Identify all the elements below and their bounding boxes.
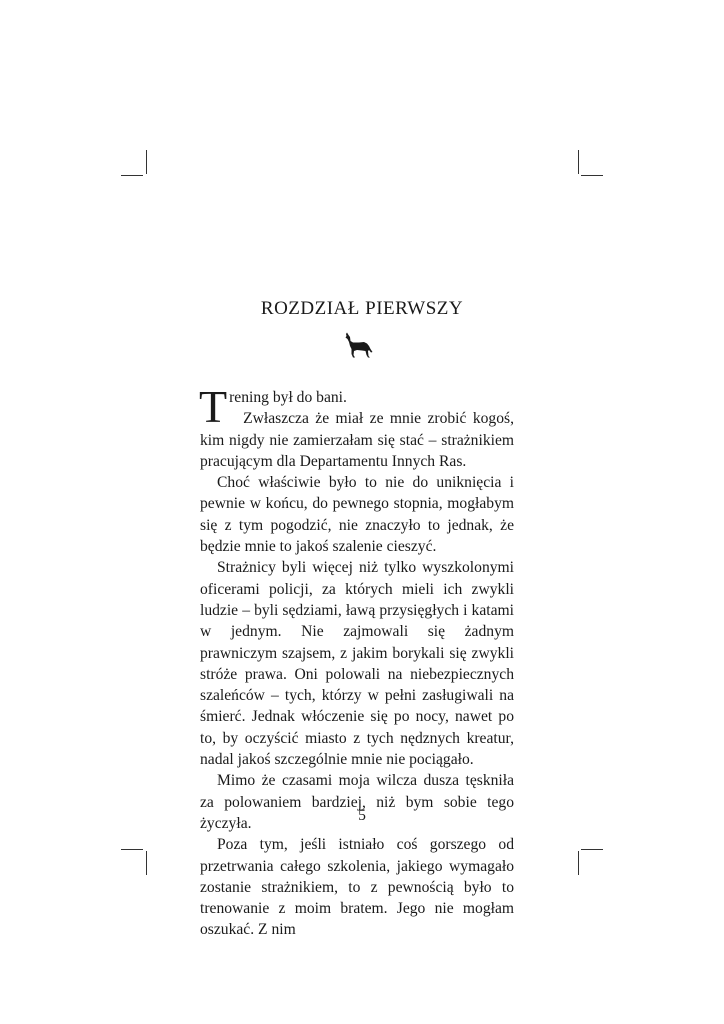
crop-mark-bottom-right-v [578, 851, 579, 875]
paragraph-2-text: Zwłaszcza że miał ze mnie zrobić kogoś, kim nigdy nie zamierzałam się stać – strażnikiem pracującym dla Departamentu Innych Ras. [200, 410, 514, 470]
crop-mark-bottom-left-h [121, 849, 143, 850]
page-number: 5 [358, 807, 366, 824]
paragraph-3: Choć właściwie było to nie do uniknięcia i pewnie w końcu, do pewnego stopnia, mogłabym się z tym pogodzić, nie znaczyło to jednak, że będzie mnie to jakoś szalenie cieszyć. [200, 474, 514, 556]
crop-mark-top-left-v [146, 150, 147, 174]
paragraph-6: Poza tym, jeśli istniało coś gorszego od przetrwania całego szkolenia, jakiego wymagało zostanie strażnikiem, to z pewnością było to trenowanie z moim bratem. Jego nie mogłam oszukać. Z nim [200, 836, 514, 939]
crop-mark-bottom-right-h [581, 849, 603, 850]
crop-mark-top-right-h [581, 175, 603, 176]
paragraph-2 [200, 408, 514, 472]
crop-mark-top-right-v [578, 150, 579, 174]
paragraph-1 [199, 381, 514, 432]
paragraph-4: Strażnicy byli więcej niż tylko wyszkolonymi oficerami policji, za których mieli ich zwykli ludzie – byli sędziami, ławą przysięgłych i katami w jednym. Nie zajmowali się żadnym prawniczym szajsem, z jakim borykali się zwykli stróże prawa. Oni polowali na niebezpiecznych szaleńców – tych, którzy w pełni zasługiwali na śmierć. Jednak włóczenie się po nocy, nawet po to, by oczyścić miasto z tych nędznych kreatur, nadal jakoś szczególnie mnie nie pociągało. [200, 559, 514, 769]
drop-cap: T [199, 381, 228, 432]
paragraph-1-text: rening był do bani. [229, 389, 347, 406]
body-text [199, 381, 514, 941]
chapter-title: ROZDZIAŁ PIERWSZY [260, 298, 464, 319]
crop-mark-bottom-left-v [146, 851, 147, 875]
crop-mark-top-left-h [121, 175, 143, 176]
wolf-howling-icon [343, 332, 373, 358]
paragraph-5: Mimo że czasami moja wilcza dusza tęskniła za polowaniem bardziej, niż bym sobie tego życzyła. [200, 772, 514, 832]
